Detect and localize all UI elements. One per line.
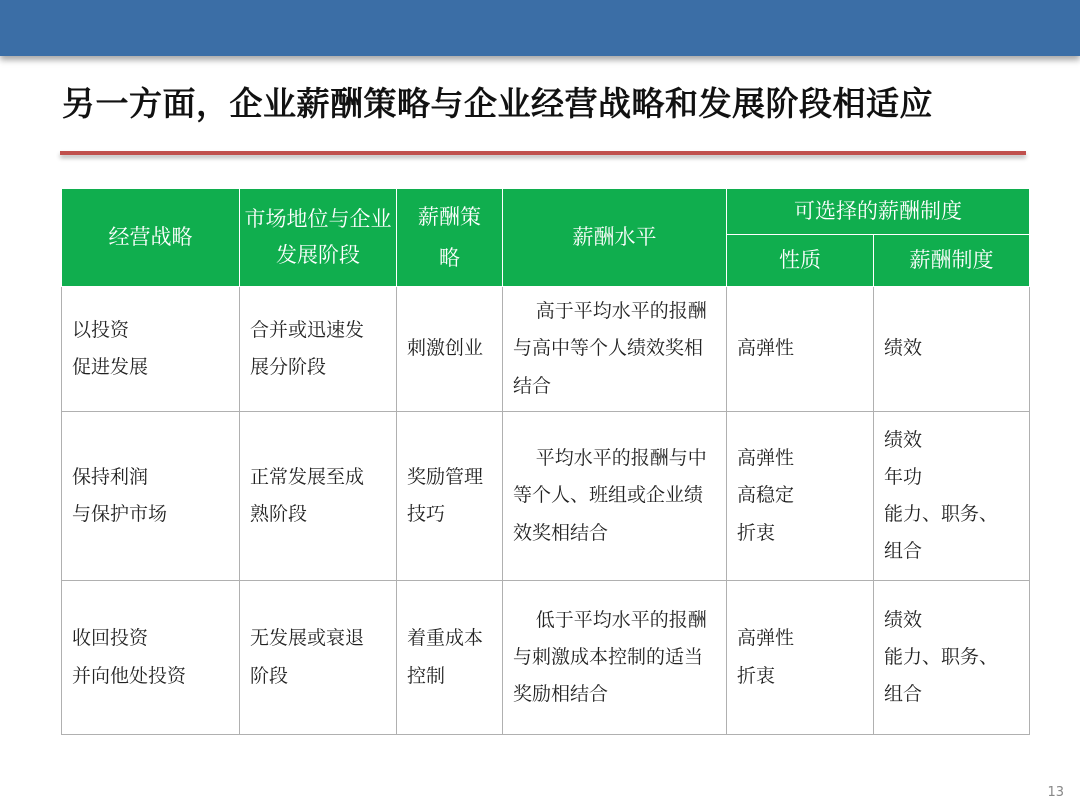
page-title: 另一方面，企业薪酬策略与企业经营战略和发展阶段相适应 [62,84,933,123]
cell-level: 高于平均水平的报酬与高中等个人绩效奖相结合 [503,287,727,412]
cell-system: 绩效 能力、职务、 组合 [874,581,1030,735]
cell-nature: 高弹性 折衷 [727,581,874,735]
table-row [62,412,1030,581]
page-number: 13 [1047,785,1064,800]
table-row [62,287,1030,412]
cell-stage: 无发展或衰退 阶段 [240,581,397,735]
cell-stage: 正常发展至成 熟阶段 [240,412,397,581]
table-row [62,581,1030,735]
header-policy: 薪酬策略 [397,189,503,287]
top-banner [0,0,1080,56]
header-stage: 市场地位与企业发展阶段 [240,189,397,287]
cell-strategy: 收回投资 并向他处投资 [62,581,240,735]
cell-stage: 合并或迅速发 展分阶段 [240,287,397,412]
cell-system: 绩效 [874,287,1030,412]
cell-system: 绩效 年功 能力、职务、 组合 [874,412,1030,581]
cell-level: 低于平均水平的报酬与刺激成本控制的适当奖励相结合 [503,581,727,735]
title-divider [60,151,1026,155]
cell-strategy: 保持利润 与保护市场 [62,412,240,581]
strategy-table [61,188,1030,735]
cell-level: 平均水平的报酬与中等个人、班组或企业绩效奖相结合 [503,412,727,581]
header-system: 薪酬制度 [874,235,1030,287]
header-group: 可选择的薪酬制度 [727,189,1030,235]
cell-policy: 奖励管理 技巧 [397,412,503,581]
header-strategy: 经营战略 [62,189,240,287]
cell-nature: 高弹性 高稳定 折衷 [727,412,874,581]
header-nature: 性质 [727,235,874,287]
cell-strategy: 以投资 促进发展 [62,287,240,412]
header-level: 薪酬水平 [503,189,727,287]
cell-nature: 高弹性 [727,287,874,412]
cell-policy: 刺激创业 [397,287,503,412]
cell-policy: 着重成本 控制 [397,581,503,735]
